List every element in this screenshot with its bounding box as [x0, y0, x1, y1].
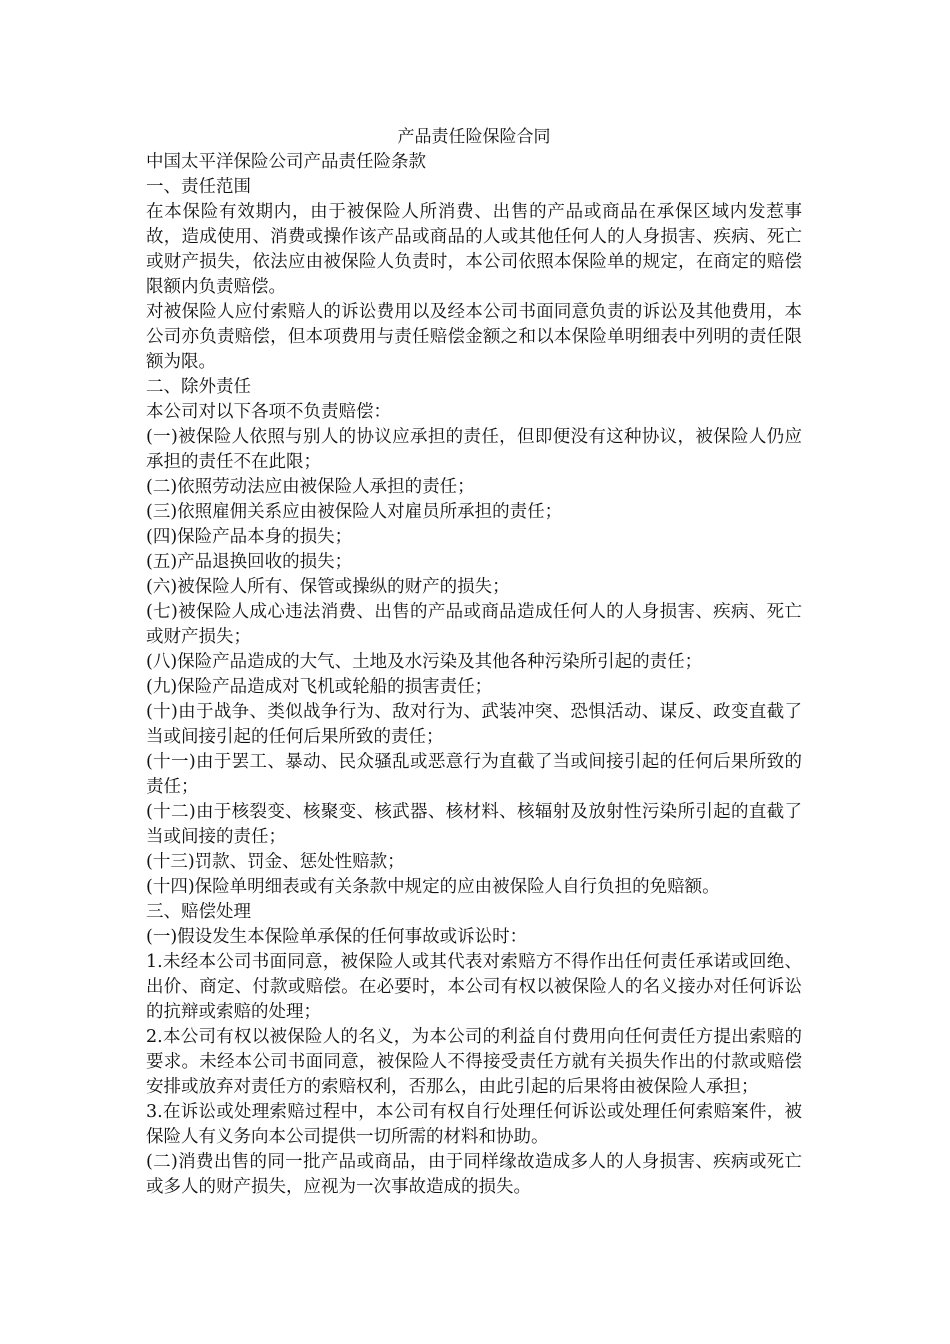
claims-item-2: (二)消费出售的同一批产品或商品，由于同样缘故造成多人的人身损害、疾病或死亡或多人的财产损失，应视为一次事故造成的损失。 [146, 1152, 802, 1197]
exclusion-item-1: (一)被保险人依照与别人的协议应承担的责任，但即便没有这种协议，被保险人仍应承担的责任不在此限； [146, 427, 802, 472]
claims-subitem-2: 2.本公司有权以被保险人的名义，为本公司的利益自付费用向任何责任方提出索赔的要求。未经本公司书面同意，被保险人不得接受责任方就有关损失作出的付款或赔偿安排或放弃对责任方的索赔权利，否那么，由此引起的后果将由被保险人承担； [146, 1027, 802, 1097]
exclusion-item-3: (三)依照雇佣关系应由被保险人对雇员所承担的责任； [146, 502, 563, 522]
exclusion-item-4: (四)保险产品本身的损失； [146, 527, 353, 547]
paragraph-scope-2: 对被保险人应付索赔人的诉讼费用以及经本公司书面同意负责的诉讼及其他费用，本公司亦负责赔偿，但本项费用与责任赔偿金额之和以本保险单明细表中列明的责任限额为限。 [146, 302, 802, 372]
exclusion-item-2: (二)依照劳动法应由被保险人承担的责任； [146, 477, 475, 497]
paragraph-scope-1: 在本保险有效期内，由于被保险人所消费、出售的产品或商品在承保区域内发惹事故，造成使用、消费或操作该产品或商品的人或其他任何人的人身损害、疾病、死亡或财产损失，依法应由被保险人负责时，本公司依照本保险单的规定，在商定的赔偿限额内负责赔偿。 [146, 202, 802, 297]
section-heading-insurer: 中国太平洋保险公司产品责任险条款 [146, 152, 426, 172]
exclusion-item-12: (十二)由于核裂变、核聚变、核武器、核材料、核辐射及放射性污染所引起的直截了当或间接的责任； [146, 802, 802, 847]
exclusion-item-6: (六)被保险人所有、保管或操纵的财产的损失； [146, 577, 510, 597]
exclusion-item-10: (十)由于战争、类似战争行为、敌对行为、武装冲突、恐惧活动、谋反、政变直截了当或间接引起的任何后果所致的责任； [146, 702, 802, 747]
exclusion-item-14: (十四)保险单明细表或有关条款中规定的应由被保险人自行负担的免赔额。 [146, 877, 720, 897]
claims-subitem-1: 1.未经本公司书面同意，被保险人或其代表对索赔方不得作出任何责任承诺或回绝、出价、商定、付款或赔偿。在必要时，本公司有权以被保险人的名义接办对任何诉讼的抗辩或索赔的处理； [146, 952, 802, 1022]
paragraph-exclusions-intro: 本公司对以下各项不负责赔偿： [146, 402, 391, 422]
section-heading-scope: 一、责任范围 [146, 177, 251, 197]
document-page [146, 124, 802, 1200]
claims-item-1: (一)假设发生本保险单承保的任何事故或诉讼时： [146, 927, 528, 947]
exclusion-item-13: (十三)罚款、罚金、惩处性赔款； [146, 852, 405, 872]
claims-subitem-3: 3.在诉讼或处理索赔过程中，本公司有权自行处理任何诉讼或处理任何索赔案件，被保险人有义务向本公司提供一切所需的材料和协助。 [146, 1102, 802, 1147]
exclusion-item-7: (七)被保险人成心违法消费、出售的产品或商品造成任何人的人身损害、疾病、死亡或财产损失； [146, 602, 802, 647]
exclusion-item-11: (十一)由于罢工、暴动、民众骚乱或恶意行为直截了当或间接引起的任何后果所致的责任； [146, 752, 802, 797]
document-title: 产品责任险保险合同 [397, 127, 551, 147]
exclusion-item-8: (八)保险产品造成的大气、土地及水污染及其他各种污染所引起的责任； [146, 652, 703, 672]
exclusion-item-5: (五)产品退换回收的损失； [146, 552, 353, 572]
section-heading-exclusions: 二、除外责任 [146, 377, 251, 397]
section-heading-claims: 三、赔偿处理 [146, 902, 251, 922]
exclusion-item-9: (九)保险产品造成对飞机或轮船的损害责任； [146, 677, 493, 697]
